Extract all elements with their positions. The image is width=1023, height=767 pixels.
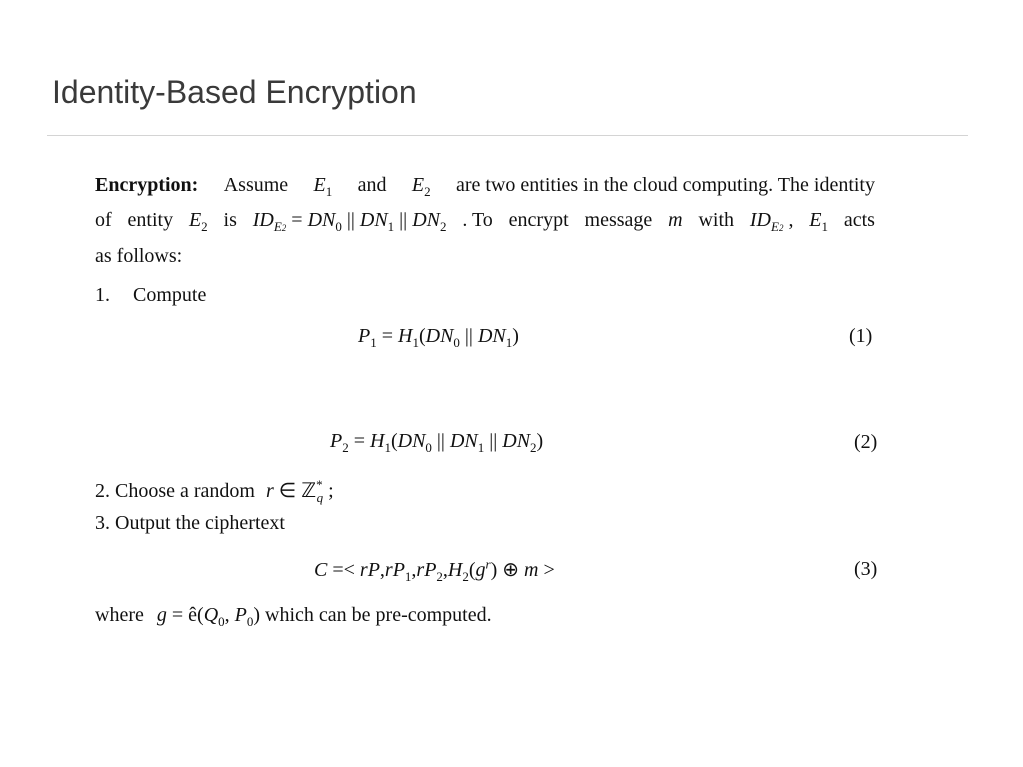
step-1-text: Compute [133, 284, 207, 306]
where-word: where [95, 604, 144, 626]
equation-2-number: (2) [854, 431, 878, 453]
word-entity: entity [127, 209, 174, 231]
equation-2: $P_2 = H_1(DN_0$ || $DN_1$ || $DN_2$) [330, 430, 544, 455]
math-random-r: r ∈ ℤ*$_q$ ; [265, 477, 334, 505]
where-tail: which can be pre-computed. [265, 604, 492, 626]
math-id-e2: $ID_{E2}$ , [749, 209, 794, 234]
math-identity-definition: $ID_{E2} = DN_0$ || $DN_1$ || $DN_2$ [252, 209, 447, 234]
word-and: and [357, 174, 387, 196]
slide-title: Identity-Based Encryption [52, 74, 417, 110]
word-with: with [698, 209, 735, 231]
word-assume: Assume [223, 174, 289, 196]
math-e1-inline: $E_1$ [809, 209, 829, 234]
equation-1: $P_1 = H_1(DN_0$ || $DN_1$) [358, 325, 519, 350]
encryption-label: Encryption: [95, 174, 199, 196]
paragraph-line-2 [95, 209, 875, 232]
paragraph-line-1 [95, 174, 875, 197]
word-of: of [95, 209, 112, 231]
where-clause [95, 604, 492, 627]
paragraph-line-3: as follows: [95, 245, 183, 267]
step-1-number: 1. [95, 284, 110, 306]
math-pairing: $g = ê(Q_0$, $P_0$) [156, 604, 261, 629]
step-2-text: 2. Choose a random [95, 480, 255, 502]
equation-1-number: (1) [849, 325, 873, 347]
math-m: m [668, 209, 683, 231]
word-is: is [223, 209, 237, 231]
word-message: message [584, 209, 653, 231]
word-to: . To [462, 209, 493, 231]
math-e2-inline: $E_2$ [188, 209, 208, 234]
word-encrypt: encrypt [508, 209, 569, 231]
text-two-entities: are two entities in the cloud computing. The identity [456, 174, 875, 196]
step-3: 3. Output the ciphertext [95, 512, 285, 534]
equation-3-number: (3) [854, 558, 878, 580]
title-divider [47, 135, 968, 136]
equation-3: $C =< rP,rP_1,rP_2,H_2(g^r)$ ⊕ m > [314, 556, 555, 584]
math-e1: $E_1$ [313, 174, 333, 199]
step-2 [95, 478, 334, 503]
word-acts: acts [843, 209, 875, 231]
step-1 [95, 284, 206, 307]
math-e2: $E_2$ [411, 174, 431, 199]
